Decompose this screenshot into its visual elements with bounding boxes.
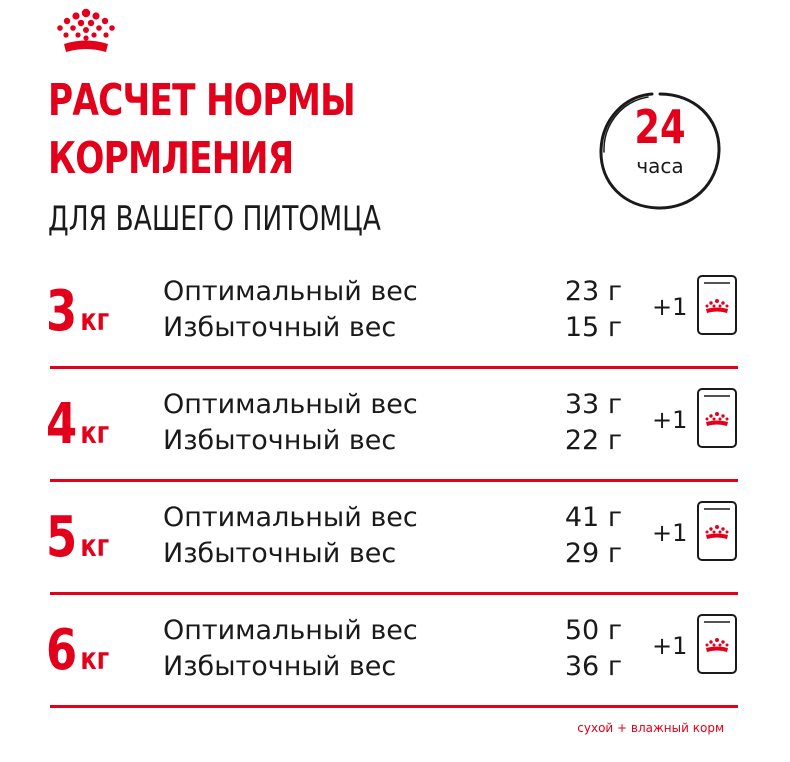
pet-weight — [46, 500, 109, 576]
badge-hours-value: 24 — [634, 100, 686, 154]
royal-canin-crown-icon — [54, 8, 118, 58]
overweight-amount: 29 г — [564, 538, 622, 569]
title-line-2: КОРМЛЕНИЯ — [48, 133, 294, 184]
pet-weight-value: 3 — [46, 279, 78, 344]
page-subtitle: ДЛЯ ВАШЕГО ПИТОМЦА — [48, 199, 381, 239]
overweight-label: Избыточный вес — [163, 651, 397, 682]
feeding-row-3kg — [0, 256, 790, 369]
pet-weight — [46, 387, 109, 463]
optimal-weight-amount: 33 г — [564, 389, 622, 420]
wet-food-pouch-icon — [696, 500, 738, 562]
pet-weight-unit: кг — [80, 529, 110, 564]
row-divider — [50, 705, 738, 708]
overweight-label: Избыточный вес — [163, 538, 397, 569]
pet-weight-unit: кг — [80, 303, 110, 338]
hours-badge — [594, 88, 726, 214]
page-title — [48, 72, 355, 188]
pet-weight-unit: кг — [80, 416, 110, 451]
pet-weight-value: 6 — [46, 618, 78, 683]
feeding-row-4kg — [0, 369, 790, 482]
extra-pouch-count: +1 — [652, 406, 688, 434]
optimal-weight-label: Оптимальный вес — [163, 276, 418, 307]
overweight-amount: 22 г — [564, 425, 622, 456]
pet-weight-value: 4 — [46, 392, 78, 457]
wet-food-pouch-icon — [696, 274, 738, 336]
optimal-weight-label: Оптимальный вес — [163, 389, 418, 420]
overweight-amount: 36 г — [564, 651, 622, 682]
pet-weight-unit: кг — [80, 642, 110, 677]
extra-pouch-count: +1 — [652, 519, 688, 547]
optimal-weight-label: Оптимальный вес — [163, 615, 418, 646]
title-line-1: РАСЧЕТ НОРМЫ — [48, 75, 355, 126]
pet-weight — [46, 274, 109, 350]
overweight-label: Избыточный вес — [163, 425, 397, 456]
wet-food-pouch-icon — [696, 613, 738, 675]
wet-food-pouch-icon — [696, 387, 738, 449]
overweight-label: Избыточный вес — [163, 312, 397, 343]
feeding-row-5kg — [0, 482, 790, 595]
overweight-amount: 15 г — [564, 312, 622, 343]
optimal-weight-label: Оптимальный вес — [163, 502, 418, 533]
optimal-weight-amount: 41 г — [564, 502, 622, 533]
pet-weight-value: 5 — [46, 505, 78, 570]
extra-pouch-count: +1 — [652, 632, 688, 660]
feeding-row-6kg — [0, 595, 790, 708]
optimal-weight-amount: 50 г — [564, 615, 622, 646]
footnote: сухой + влажный корм — [577, 721, 724, 735]
pet-weight — [46, 613, 109, 689]
extra-pouch-count: +1 — [652, 293, 688, 321]
badge-hours-unit: часа — [636, 154, 684, 178]
optimal-weight-amount: 23 г — [564, 276, 622, 307]
